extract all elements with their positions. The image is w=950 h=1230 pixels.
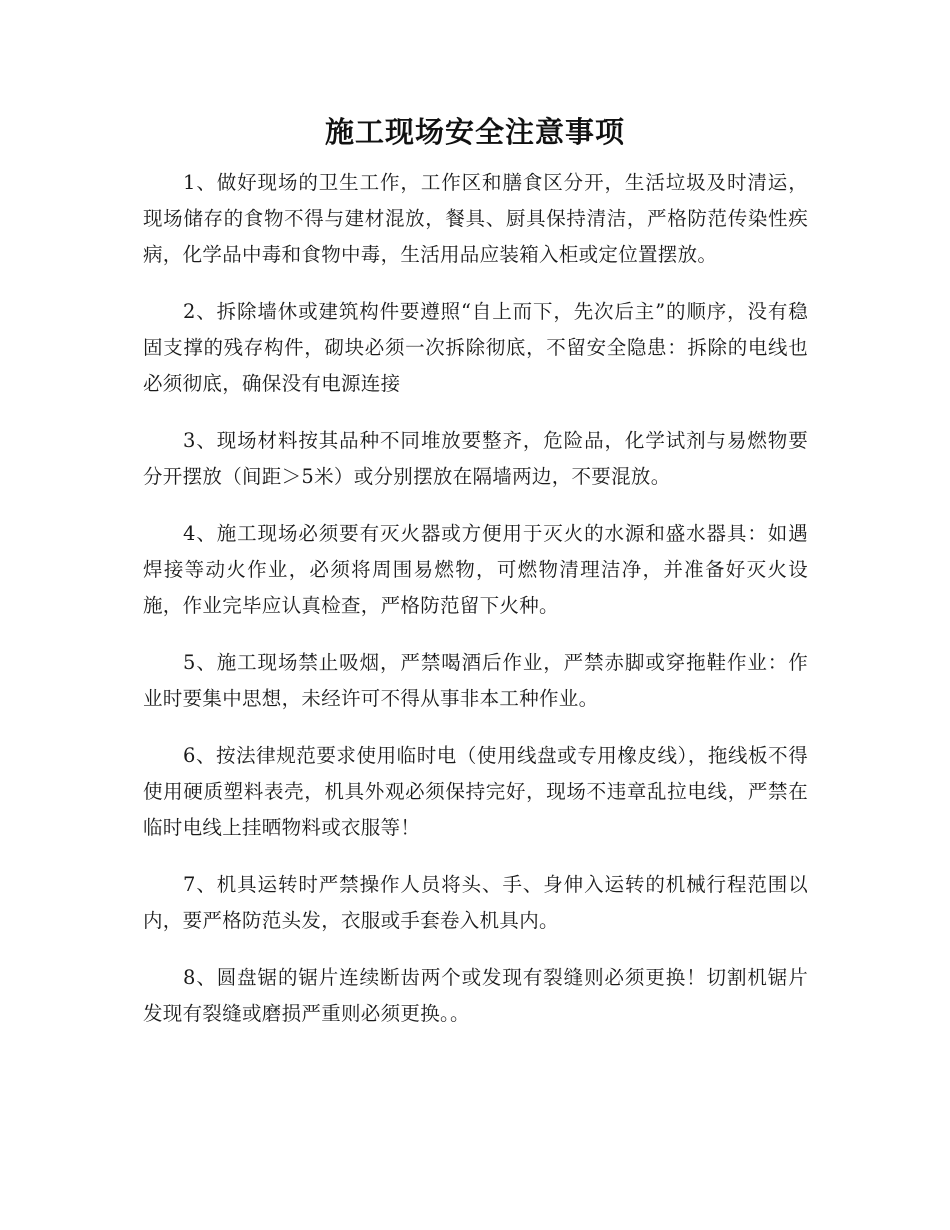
paragraph-5: 5、施工现场禁止吸烟，严禁喝酒后作业，严禁赤脚或穿拖鞋作业：作业时要集中思想，未经许可不得从事非本工种作业。 bbox=[143, 651, 808, 710]
paragraph-6: 6、按法律规范要求使用临时电（使用线盘或专用橡皮线），拖线板不得使用硬质塑料表壳，机具外观必须保持完好，现场不违章乱拉电线，严禁在临时电线上挂晒物料或衣服等！ bbox=[143, 744, 808, 839]
paragraph-7: 7、机具运转时严禁操作人员将头、手、身伸入运转的机械行程范围以内，要严格防范头发，衣服或手套卷入机具内。 bbox=[143, 873, 808, 932]
paragraph-4: 4、施工现场必须要有灭火器或方便用于灭火的水源和盛水器具：如遇焊接等动火作业，必须将周围易燃物，可燃物清理洁净，并准备好灭火设施，作业完毕应认真检查，严格防范留下火种。 bbox=[143, 522, 808, 617]
paragraph-1: 1、做好现场的卫生工作，工作区和膳食区分开，生活垃圾及时清运，现场储存的食物不得与建材混放，餐具、厨具保持清洁，严格防范传染性疾病，化学品中毒和食物中毒，生活用品应装箱入柜或定位置摆放。 bbox=[143, 171, 808, 266]
paragraph-2: 2、拆除墙休或建筑构件要遵照“自上而下，先次后主”的顺序，没有稳固支撑的残存构件，砌块必须一次拆除彻底，不留安全隐患：拆除的电线也必须彻底，确保没有电源连接 bbox=[143, 300, 808, 395]
paragraph-8: 8、圆盘锯的锯片连续断齿两个或发现有裂缝则必须更换！切割机锯片发现有裂缝或磨损严重则必须更换。。 bbox=[143, 966, 808, 1025]
paragraph-3: 3、现场材料按其品种不同堆放要整齐，危险品，化学试剂与易燃物要分开摆放（间距＞5米）或分别摆放在隔墙两边，不要混放。 bbox=[143, 429, 808, 488]
document-title: 施工现场安全注意事项 bbox=[324, 115, 625, 149]
document-body bbox=[143, 165, 808, 1053]
